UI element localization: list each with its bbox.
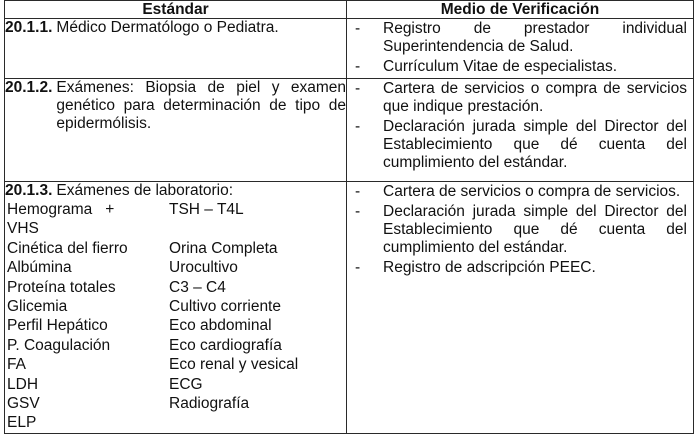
exam-item: C3 – C4 xyxy=(169,278,226,296)
exam-item: Eco renal y vesical xyxy=(169,356,299,374)
exam-item: Cinética del fierro xyxy=(7,239,128,257)
table-row xyxy=(5,79,694,182)
exam-item: Eco cardiografía xyxy=(169,336,282,354)
verification-cell xyxy=(347,79,694,182)
exam-item: ELP xyxy=(7,414,37,432)
standard-code: 20.1.3. xyxy=(5,182,53,199)
exam-item: GSV xyxy=(7,395,40,413)
exam-item: Proteína totales xyxy=(7,278,116,296)
verification-item: Currículum Vitae de especialistas. xyxy=(383,58,618,75)
header-verification: Medio de Verificación xyxy=(347,1,694,19)
standard-text: Exámenes de laboratorio: xyxy=(56,182,234,199)
standard-text: Exámenes: Biopsia de piel y examen genético para determinación de tipo de epidermólisis. xyxy=(56,79,346,132)
verification-item: Registro de prestador individual Superintendencia de Salud. xyxy=(383,20,687,55)
list-item: - Cartera de servicios o compra de servicios. xyxy=(355,183,687,201)
header-standard: Estándar xyxy=(5,1,347,19)
verification-item: Declaración jurada simple del Director del Establecimiento que dé cuenta del cumplimiento del estándar. xyxy=(383,118,687,171)
table-row xyxy=(5,19,694,79)
table-row xyxy=(5,182,694,434)
list-item: - Currículum Vitae de especialistas. xyxy=(355,58,687,76)
verification-item: Cartera de servicios o compra de servicios. xyxy=(383,183,681,200)
list-item: - Registro de adscripción PEEC. xyxy=(355,259,687,277)
exam-item: Glicemia xyxy=(7,298,68,316)
exam-item xyxy=(169,219,346,238)
exam-item: P. Coagulación xyxy=(7,336,111,354)
standard-cell xyxy=(5,79,347,182)
exam-item xyxy=(169,413,346,432)
table-header-row xyxy=(5,1,694,19)
exam-item: Hemograma + xyxy=(7,201,115,218)
verification-item: Cartera de servicios o compra de servicios que indique prestación. xyxy=(383,80,687,115)
exam-list xyxy=(5,200,346,433)
verification-item: Declaración jurada simple del Director del Establecimiento que dé cuenta del cumplimiento del estándar. xyxy=(383,203,687,256)
verification-cell xyxy=(347,182,694,434)
standards-table xyxy=(4,0,694,434)
list-item: - Declaración jurada simple del Director del Establecimiento que dé cuenta del cumplimiento del estándar. xyxy=(355,203,687,256)
verification-cell xyxy=(347,19,694,79)
exam-item: Eco abdominal xyxy=(169,317,272,335)
exam-item: ECG xyxy=(169,375,203,393)
list-item: - Cartera de servicios o compra de servicios que indique prestación. xyxy=(355,80,687,115)
verification-item: Registro de adscripción PEEC. xyxy=(383,259,596,276)
exam-item: Albúmina xyxy=(7,259,72,277)
exam-item: VHS xyxy=(7,220,39,238)
exam-item: Radiografía xyxy=(169,395,250,413)
exam-item: TSH – T4L xyxy=(169,201,244,218)
exam-item: Cultivo corriente xyxy=(169,298,281,316)
standard-cell xyxy=(5,182,347,434)
standard-text: Médico Dermatólogo o Pediatra. xyxy=(56,19,279,36)
list-item: - Registro de prestador individual Superintendencia de Salud. xyxy=(355,20,687,55)
standard-code: 20.1.1. xyxy=(5,19,53,36)
standard-cell xyxy=(5,19,347,79)
standard-code: 20.1.2. xyxy=(5,79,53,96)
exam-item: Perfil Hepático xyxy=(7,317,108,335)
list-item: - Declaración jurada simple del Director del Establecimiento que dé cuenta del cumplimiento del estándar. xyxy=(355,118,687,171)
exam-item: Orina Completa xyxy=(169,239,278,257)
exam-item: Urocultivo xyxy=(169,259,238,277)
exam-item: LDH xyxy=(7,375,39,393)
exam-item: FA xyxy=(7,356,26,374)
